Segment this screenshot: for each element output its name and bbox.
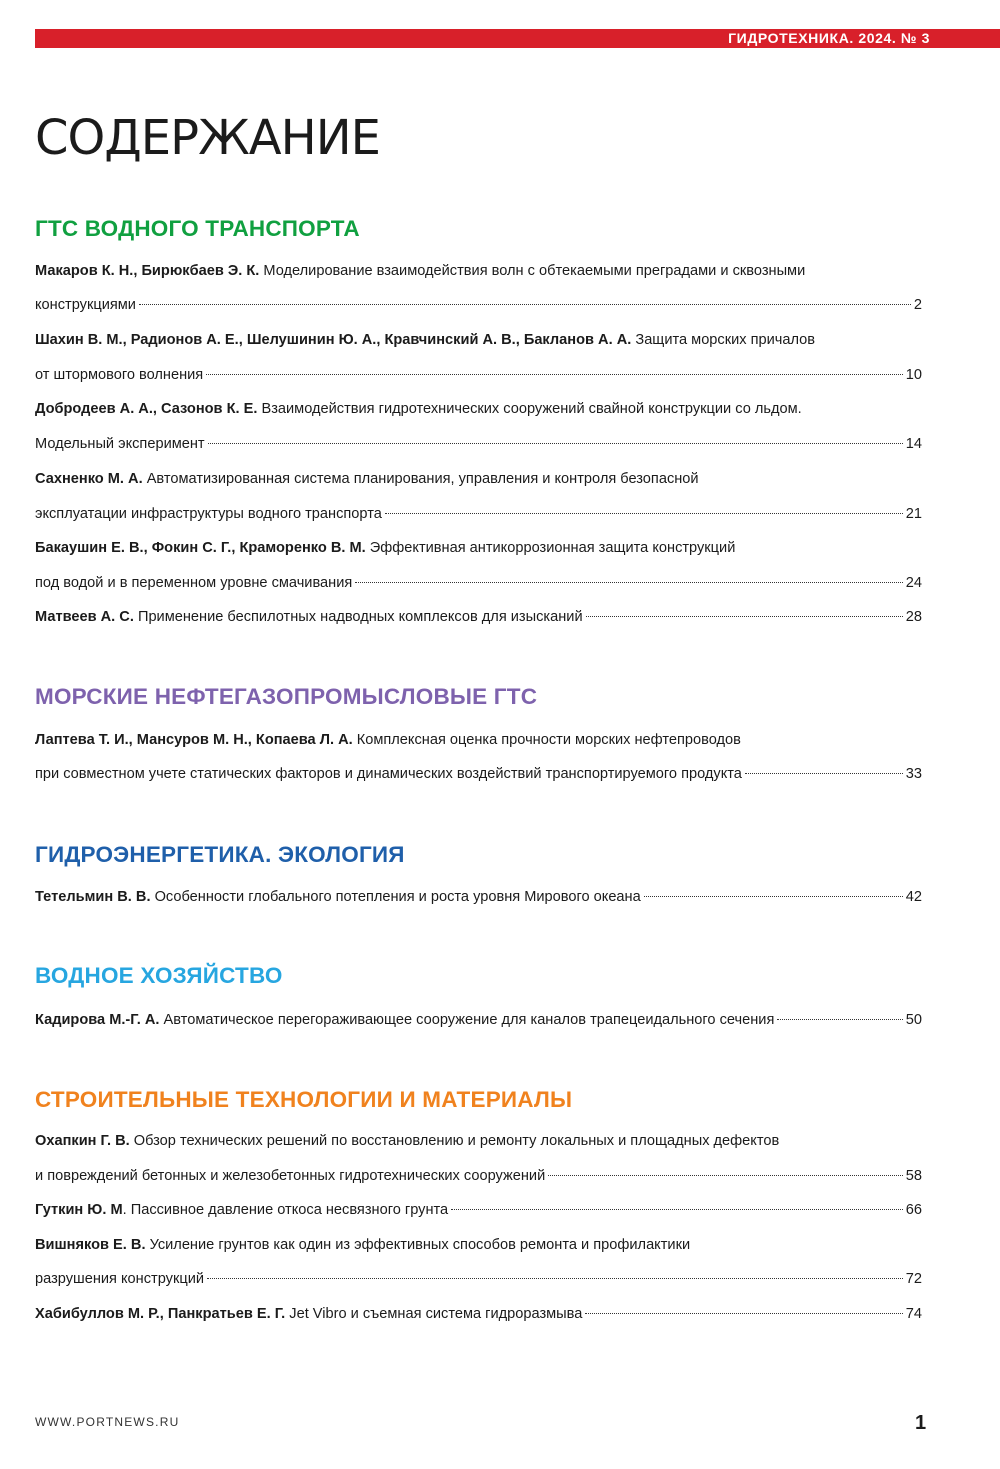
- entry-title-cont: от штормового волнения: [35, 367, 204, 383]
- entry-authors: Гуткин Ю. М: [35, 1202, 123, 1218]
- toc-entry-line[interactable]: [35, 1129, 922, 1153]
- entry-page: 72: [905, 1271, 922, 1287]
- entry-title: Обзор технических решений по восстановлению и ремонту локальных и площадных дефектов: [133, 1133, 780, 1149]
- entry-text: [35, 605, 583, 629]
- entry-page: 21: [905, 506, 922, 522]
- entry-authors: Хабибуллов М. Р., Панкратьев Е. Г.: [35, 1306, 286, 1322]
- entry-text: [35, 1008, 774, 1032]
- entry-page: 42: [905, 889, 922, 905]
- section-title: СТРОИТЕЛЬНЫЕ ТЕХНОЛОГИИ И МАТЕРИАЛЫ: [35, 1087, 573, 1112]
- section-title: МОРСКИЕ НЕФТЕГАЗОПРОМЫСЛОВЫЕ ГТС: [35, 684, 538, 709]
- toc-entry-line[interactable]: [35, 536, 922, 560]
- entry-authors: Макаров К. Н., Бирюкбаев Э. К.: [35, 263, 260, 279]
- section-title: ВОДНОЕ ХОЗЯЙСТВО: [35, 963, 283, 988]
- entry-authors: Кадирова М.-Г. А.: [35, 1012, 160, 1028]
- entry-text: [35, 1198, 448, 1222]
- entry-title-cont: и повреждений бетонных и железобетонных гидротехнических сооружений: [35, 1168, 546, 1184]
- toc-entry-line[interactable]: [35, 605, 922, 629]
- toc-entry-line[interactable]: [35, 328, 922, 352]
- entry-authors: Вишняков Е. В.: [35, 1237, 146, 1253]
- toc-entry-line[interactable]: [35, 1164, 922, 1188]
- entry-title: Комплексная оценка прочности морских нефтепроводов: [356, 732, 741, 748]
- entry-page: 24: [905, 575, 922, 591]
- dot-leader: [586, 616, 903, 617]
- entry-title-cont: разрушения конструкций: [35, 1271, 205, 1287]
- toc-entry-line[interactable]: [35, 728, 922, 752]
- entry-page: 58: [905, 1168, 922, 1184]
- entry-authors: Добродеев А. А., Сазонов К. Е.: [35, 401, 258, 417]
- entry-title-cont: под водой и в переменном уровне смачивания: [35, 575, 353, 591]
- dot-leader: [139, 304, 911, 305]
- toc-entry-line[interactable]: [35, 571, 922, 595]
- footer-page-number: 1: [915, 1412, 927, 1434]
- toc-entry-line[interactable]: [35, 1233, 922, 1257]
- header-bar: [35, 29, 1000, 48]
- toc-entry-line[interactable]: [35, 762, 922, 786]
- dot-leader: [208, 443, 903, 444]
- dot-leader: [451, 1209, 903, 1210]
- toc-entry-line[interactable]: [35, 432, 922, 456]
- entry-authors: Матвеев А. С.: [35, 609, 134, 625]
- entry-text: [35, 1302, 582, 1326]
- entry-page: 66: [905, 1202, 922, 1218]
- toc-entry-line[interactable]: [35, 885, 922, 909]
- dot-leader: [777, 1019, 902, 1020]
- entry-page: 50: [905, 1012, 922, 1028]
- entry-title-cont: Модельный эксперимент: [35, 436, 205, 452]
- entry-page: 14: [905, 436, 922, 452]
- entry-title: Автоматическое перегораживающее сооружение для каналов трапецеидального сечения: [163, 1012, 775, 1028]
- toc-entry-line[interactable]: [35, 259, 922, 283]
- entry-title-cont: при совместном учете статических факторов и динамических воздействий транспортируемого продукта: [35, 766, 742, 782]
- section-title: ГТС ВОДНОГО ТРАНСПОРТА: [35, 216, 360, 241]
- dot-leader: [355, 582, 902, 583]
- entry-title: Усиление грунтов как один из эффективных способов ремонта и профилактики: [149, 1237, 691, 1253]
- entry-text: [35, 885, 641, 909]
- entry-authors: Лаптева Т. И., Мансуров М. Н., Копаева Л. А.: [35, 732, 353, 748]
- dot-leader: [207, 1278, 903, 1279]
- entry-authors: Бакаушин Е. В., Фокин С. Г., Краморенко В. М.: [35, 540, 366, 556]
- toc-entry-line[interactable]: [35, 467, 922, 491]
- toc-entry-line[interactable]: [35, 1302, 922, 1326]
- entry-title: Применение беспилотных надводных комплексов для изысканий: [137, 609, 583, 625]
- entry-page: 74: [905, 1306, 922, 1322]
- entry-title: Jet Vibro и съемная система гидроразмыва: [289, 1306, 583, 1322]
- entry-authors: Шахин В. М., Радионов А. Е., Шелушинин Ю. А., Кравчинский А. В., Бакланов А. А.: [35, 332, 632, 348]
- entry-title-cont: конструкциями: [35, 297, 136, 313]
- entry-title: Особенности глобального потепления и роста уровня Мирового океана: [154, 889, 641, 905]
- toc-entry-line[interactable]: [35, 363, 922, 387]
- entry-page: 28: [905, 609, 922, 625]
- entry-title: Моделирование взаимодействия волн с обтекаемыми преградами и сквозными: [263, 263, 806, 279]
- entry-page: 2: [913, 297, 922, 313]
- entry-title: Взаимодействия гидротехнических сооружений свайной конструкции со льдом.: [261, 401, 802, 417]
- dot-leader: [644, 896, 903, 897]
- toc-entry-line[interactable]: [35, 1198, 922, 1222]
- entry-title: Эффективная антикоррозионная защита конструкций: [369, 540, 736, 556]
- section-title: ГИДРОЭНЕРГЕТИКА. ЭКОЛОГИЯ: [35, 842, 405, 867]
- entry-title-cont: эксплуатации инфраструктуры водного транспорта: [35, 506, 382, 522]
- entry-authors: Тетельмин В. В.: [35, 889, 151, 905]
- entry-title: . Пассивное давление откоса несвязного грунта: [122, 1202, 449, 1218]
- dot-leader: [206, 374, 903, 375]
- journal-issue: ГИДРОТЕХНИКА. 2024. № 3: [728, 30, 930, 46]
- entry-title: Защита морских причалов: [635, 332, 816, 348]
- toc-entry-line[interactable]: [35, 1008, 922, 1032]
- entry-authors: Сахненко М. А.: [35, 471, 143, 487]
- entry-title: Автоматизированная система планирования, управления и контроля безопасной: [146, 471, 699, 487]
- entry-page: 10: [905, 367, 922, 383]
- footer-website[interactable]: WWW.PORTNEWS.RU: [35, 1415, 180, 1429]
- toc-entry-line[interactable]: [35, 1267, 922, 1291]
- dot-leader: [548, 1175, 903, 1176]
- toc-entry-line[interactable]: [35, 502, 922, 526]
- dot-leader: [745, 773, 903, 774]
- entry-page: 33: [905, 766, 922, 782]
- dot-leader: [385, 513, 903, 514]
- entry-authors: Охапкин Г. В.: [35, 1133, 130, 1149]
- dot-leader: [585, 1313, 902, 1314]
- page-title: СОДЕРЖАНИЕ: [35, 110, 380, 166]
- toc-entry-line[interactable]: [35, 293, 922, 317]
- toc-entry-line[interactable]: [35, 397, 922, 421]
